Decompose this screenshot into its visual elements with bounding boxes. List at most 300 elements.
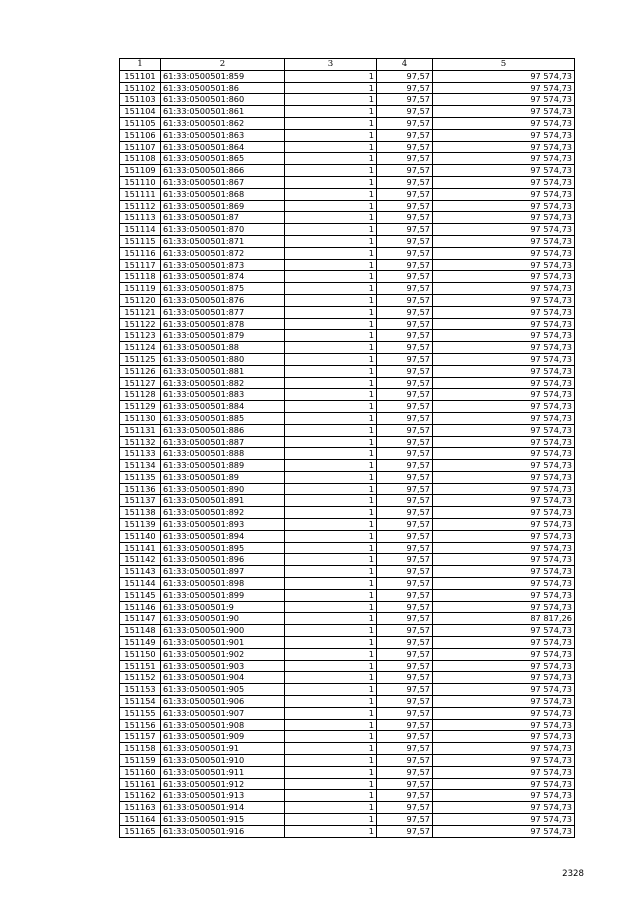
- count-cell: 1: [285, 660, 377, 672]
- table-row: [120, 578, 575, 590]
- cadastral-number-cell: 61:33:0500501:882: [161, 377, 285, 389]
- rate-cell: 97,57: [377, 106, 433, 118]
- cadastral-number-cell: 61:33:0500501:877: [161, 306, 285, 318]
- table-row: [120, 542, 575, 554]
- rate-cell: 97,57: [377, 176, 433, 188]
- row-number-cell: 151105: [120, 117, 161, 129]
- rate-cell: 97,57: [377, 637, 433, 649]
- cadastral-number-cell: 61:33:0500501:878: [161, 318, 285, 330]
- row-number-cell: 151135: [120, 471, 161, 483]
- rate-cell: 97,57: [377, 141, 433, 153]
- rate-cell: 97,57: [377, 283, 433, 295]
- cadastral-number-cell: 61:33:0500501:9: [161, 601, 285, 613]
- rate-cell: 97,57: [377, 613, 433, 625]
- cadastral-number-cell: 61:33:0500501:889: [161, 460, 285, 472]
- row-number-cell: 151136: [120, 483, 161, 495]
- value-cell: 97 574,73: [433, 766, 575, 778]
- value-cell: 97 574,73: [433, 153, 575, 165]
- table-row: [120, 365, 575, 377]
- table-row: [120, 530, 575, 542]
- value-cell: 97 574,73: [433, 554, 575, 566]
- table-row: [120, 70, 575, 82]
- rate-cell: 97,57: [377, 755, 433, 767]
- cadastral-number-cell: 61:33:0500501:886: [161, 424, 285, 436]
- row-number-cell: 151142: [120, 554, 161, 566]
- row-number-cell: 151125: [120, 353, 161, 365]
- table-row: [120, 755, 575, 767]
- row-number-cell: 151157: [120, 731, 161, 743]
- value-cell: 97 574,73: [433, 271, 575, 283]
- row-number-cell: 151146: [120, 601, 161, 613]
- value-cell: 97 574,73: [433, 247, 575, 259]
- column-header-1: 1: [120, 59, 161, 71]
- table-row: [120, 165, 575, 177]
- value-cell: 97 574,73: [433, 235, 575, 247]
- table-row: [120, 224, 575, 236]
- value-cell: 97 574,73: [433, 672, 575, 684]
- rate-cell: 97,57: [377, 684, 433, 696]
- table-row: [120, 566, 575, 578]
- cadastral-number-cell: 61:33:0500501:881: [161, 365, 285, 377]
- cadastral-number-cell: 61:33:0500501:915: [161, 814, 285, 826]
- value-cell: 97 574,73: [433, 141, 575, 153]
- value-cell: 97 574,73: [433, 283, 575, 295]
- cadastral-number-cell: 61:33:0500501:904: [161, 672, 285, 684]
- table-row: [120, 377, 575, 389]
- count-cell: 1: [285, 755, 377, 767]
- rate-cell: 97,57: [377, 294, 433, 306]
- count-cell: 1: [285, 82, 377, 94]
- table-row: [120, 825, 575, 837]
- cadastral-number-cell: 61:33:0500501:916: [161, 825, 285, 837]
- value-cell: 97 574,73: [433, 814, 575, 826]
- value-cell: 97 574,73: [433, 825, 575, 837]
- cadastral-number-cell: 61:33:0500501:862: [161, 117, 285, 129]
- rate-cell: 97,57: [377, 814, 433, 826]
- cadastral-number-cell: 61:33:0500501:906: [161, 696, 285, 708]
- cadastral-number-cell: 61:33:0500501:887: [161, 436, 285, 448]
- count-cell: 1: [285, 825, 377, 837]
- rate-cell: 97,57: [377, 224, 433, 236]
- rate-cell: 97,57: [377, 696, 433, 708]
- value-cell: 97 574,73: [433, 719, 575, 731]
- rate-cell: 97,57: [377, 342, 433, 354]
- cadastral-number-cell: 61:33:0500501:872: [161, 247, 285, 259]
- row-number-cell: 151132: [120, 436, 161, 448]
- rate-cell: 97,57: [377, 235, 433, 247]
- table-row: [120, 247, 575, 259]
- count-cell: 1: [285, 672, 377, 684]
- count-cell: 1: [285, 259, 377, 271]
- value-cell: 97 574,73: [433, 306, 575, 318]
- rate-cell: 97,57: [377, 330, 433, 342]
- value-cell: 97 574,73: [433, 224, 575, 236]
- rate-cell: 97,57: [377, 648, 433, 660]
- cadastral-number-cell: 61:33:0500501:869: [161, 200, 285, 212]
- table-row: [120, 412, 575, 424]
- rate-cell: 97,57: [377, 589, 433, 601]
- page-number: 2328: [562, 869, 584, 879]
- value-cell: 97 574,73: [433, 448, 575, 460]
- table-row: [120, 448, 575, 460]
- rate-cell: 97,57: [377, 601, 433, 613]
- cadastral-number-cell: 61:33:0500501:879: [161, 330, 285, 342]
- rate-cell: 97,57: [377, 495, 433, 507]
- count-cell: 1: [285, 448, 377, 460]
- value-cell: 97 574,73: [433, 566, 575, 578]
- table-row: [120, 259, 575, 271]
- row-number-cell: 151101: [120, 70, 161, 82]
- value-cell: 97 574,73: [433, 755, 575, 767]
- column-header-4: 4: [377, 59, 433, 71]
- row-number-cell: 151162: [120, 790, 161, 802]
- count-cell: 1: [285, 436, 377, 448]
- value-cell: 97 574,73: [433, 578, 575, 590]
- rate-cell: 97,57: [377, 247, 433, 259]
- value-cell: 97 574,73: [433, 601, 575, 613]
- cadastral-number-cell: 61:33:0500501:901: [161, 637, 285, 649]
- rate-cell: 97,57: [377, 82, 433, 94]
- count-cell: 1: [285, 743, 377, 755]
- value-cell: 87 817,26: [433, 613, 575, 625]
- table-row: [120, 601, 575, 613]
- rate-cell: 97,57: [377, 412, 433, 424]
- row-number-cell: 151139: [120, 519, 161, 531]
- table-row: [120, 731, 575, 743]
- rate-cell: 97,57: [377, 271, 433, 283]
- value-cell: 97 574,73: [433, 318, 575, 330]
- row-number-cell: 151120: [120, 294, 161, 306]
- value-cell: 97 574,73: [433, 94, 575, 106]
- cadastral-number-cell: 61:33:0500501:870: [161, 224, 285, 236]
- value-cell: 97 574,73: [433, 790, 575, 802]
- value-cell: 97 574,73: [433, 342, 575, 354]
- data-table: [119, 58, 575, 838]
- cadastral-number-cell: 61:33:0500501:903: [161, 660, 285, 672]
- value-cell: 97 574,73: [433, 589, 575, 601]
- row-number-cell: 151155: [120, 707, 161, 719]
- table-row: [120, 424, 575, 436]
- row-number-cell: 151126: [120, 365, 161, 377]
- rate-cell: 97,57: [377, 70, 433, 82]
- rate-cell: 97,57: [377, 790, 433, 802]
- row-number-cell: 151165: [120, 825, 161, 837]
- rate-cell: 97,57: [377, 519, 433, 531]
- cadastral-number-cell: 61:33:0500501:910: [161, 755, 285, 767]
- column-header-2: 2: [161, 59, 285, 71]
- count-cell: 1: [285, 224, 377, 236]
- rate-cell: 97,57: [377, 566, 433, 578]
- cadastral-number-cell: 61:33:0500501:908: [161, 719, 285, 731]
- count-cell: 1: [285, 353, 377, 365]
- table-row: [120, 318, 575, 330]
- cadastral-number-cell: 61:33:0500501:907: [161, 707, 285, 719]
- rate-cell: 97,57: [377, 94, 433, 106]
- count-cell: 1: [285, 94, 377, 106]
- table-row: [120, 436, 575, 448]
- value-cell: 97 574,73: [433, 70, 575, 82]
- value-cell: 97 574,73: [433, 129, 575, 141]
- table-row: [120, 153, 575, 165]
- row-number-cell: 151115: [120, 235, 161, 247]
- row-number-cell: 151137: [120, 495, 161, 507]
- cadastral-number-cell: 61:33:0500501:896: [161, 554, 285, 566]
- row-number-cell: 151141: [120, 542, 161, 554]
- value-cell: 97 574,73: [433, 778, 575, 790]
- rate-cell: 97,57: [377, 825, 433, 837]
- row-number-cell: 151106: [120, 129, 161, 141]
- value-cell: 97 574,73: [433, 377, 575, 389]
- rate-cell: 97,57: [377, 483, 433, 495]
- cadastral-number-cell: 61:33:0500501:865: [161, 153, 285, 165]
- cadastral-number-cell: 61:33:0500501:897: [161, 566, 285, 578]
- value-cell: 97 574,73: [433, 106, 575, 118]
- table-row: [120, 719, 575, 731]
- row-number-cell: 151159: [120, 755, 161, 767]
- row-number-cell: 151145: [120, 589, 161, 601]
- table-row: [120, 176, 575, 188]
- value-cell: 97 574,73: [433, 353, 575, 365]
- cadastral-number-cell: 61:33:0500501:913: [161, 790, 285, 802]
- value-cell: 97 574,73: [433, 648, 575, 660]
- table-row: [120, 637, 575, 649]
- count-cell: 1: [285, 141, 377, 153]
- table-body: [120, 70, 575, 837]
- row-number-cell: 151143: [120, 566, 161, 578]
- row-number-cell: 151144: [120, 578, 161, 590]
- cadastral-number-cell: 61:33:0500501:91: [161, 743, 285, 755]
- value-cell: 97 574,73: [433, 424, 575, 436]
- rate-cell: 97,57: [377, 365, 433, 377]
- rate-cell: 97,57: [377, 460, 433, 472]
- cadastral-number-cell: 61:33:0500501:914: [161, 802, 285, 814]
- count-cell: 1: [285, 153, 377, 165]
- count-cell: 1: [285, 306, 377, 318]
- count-cell: 1: [285, 483, 377, 495]
- count-cell: 1: [285, 200, 377, 212]
- table-row: [120, 519, 575, 531]
- count-cell: 1: [285, 471, 377, 483]
- count-cell: 1: [285, 554, 377, 566]
- value-cell: 97 574,73: [433, 483, 575, 495]
- count-cell: 1: [285, 247, 377, 259]
- rate-cell: 97,57: [377, 353, 433, 365]
- table-row: [120, 660, 575, 672]
- cadastral-number-cell: 61:33:0500501:876: [161, 294, 285, 306]
- count-cell: 1: [285, 637, 377, 649]
- table-row: [120, 802, 575, 814]
- table-row: [120, 129, 575, 141]
- cadastral-number-cell: 61:33:0500501:873: [161, 259, 285, 271]
- row-number-cell: 151122: [120, 318, 161, 330]
- table-row: [120, 212, 575, 224]
- count-cell: 1: [285, 424, 377, 436]
- value-cell: 97 574,73: [433, 188, 575, 200]
- rate-cell: 97,57: [377, 377, 433, 389]
- value-cell: 97 574,73: [433, 684, 575, 696]
- cadastral-number-cell: 61:33:0500501:894: [161, 530, 285, 542]
- cadastral-number-cell: 61:33:0500501:911: [161, 766, 285, 778]
- count-cell: 1: [285, 283, 377, 295]
- rate-cell: 97,57: [377, 401, 433, 413]
- rate-cell: 97,57: [377, 436, 433, 448]
- value-cell: 97 574,73: [433, 165, 575, 177]
- row-number-cell: 151160: [120, 766, 161, 778]
- table-row: [120, 283, 575, 295]
- cadastral-number-cell: 61:33:0500501:89: [161, 471, 285, 483]
- count-cell: 1: [285, 790, 377, 802]
- value-cell: 97 574,73: [433, 365, 575, 377]
- rate-cell: 97,57: [377, 719, 433, 731]
- row-number-cell: 151112: [120, 200, 161, 212]
- value-cell: 97 574,73: [433, 625, 575, 637]
- count-cell: 1: [285, 802, 377, 814]
- count-cell: 1: [285, 696, 377, 708]
- value-cell: 97 574,73: [433, 259, 575, 271]
- cadastral-number-cell: 61:33:0500501:860: [161, 94, 285, 106]
- row-number-cell: 151113: [120, 212, 161, 224]
- row-number-cell: 151153: [120, 684, 161, 696]
- table-row: [120, 306, 575, 318]
- count-cell: 1: [285, 507, 377, 519]
- rate-cell: 97,57: [377, 542, 433, 554]
- rate-cell: 97,57: [377, 153, 433, 165]
- row-number-cell: 151111: [120, 188, 161, 200]
- table-row: [120, 94, 575, 106]
- row-number-cell: 151119: [120, 283, 161, 295]
- table-row: [120, 271, 575, 283]
- cadastral-number-cell: 61:33:0500501:892: [161, 507, 285, 519]
- table-row: [120, 235, 575, 247]
- table-row: [120, 684, 575, 696]
- count-cell: 1: [285, 342, 377, 354]
- table-row: [120, 460, 575, 472]
- table-row: [120, 82, 575, 94]
- table-row: [120, 696, 575, 708]
- cadastral-number-cell: 61:33:0500501:900: [161, 625, 285, 637]
- table-row: [120, 401, 575, 413]
- table-row: [120, 353, 575, 365]
- rate-cell: 97,57: [377, 578, 433, 590]
- value-cell: 97 574,73: [433, 707, 575, 719]
- cadastral-number-cell: 61:33:0500501:859: [161, 70, 285, 82]
- count-cell: 1: [285, 377, 377, 389]
- count-cell: 1: [285, 188, 377, 200]
- cadastral-number-cell: 61:33:0500501:890: [161, 483, 285, 495]
- row-number-cell: 151131: [120, 424, 161, 436]
- cadastral-number-cell: 61:33:0500501:866: [161, 165, 285, 177]
- rate-cell: 97,57: [377, 707, 433, 719]
- cadastral-number-cell: 61:33:0500501:888: [161, 448, 285, 460]
- row-number-cell: 151134: [120, 460, 161, 472]
- value-cell: 97 574,73: [433, 637, 575, 649]
- cadastral-number-cell: 61:33:0500501:868: [161, 188, 285, 200]
- cadastral-number-cell: 61:33:0500501:874: [161, 271, 285, 283]
- value-cell: 97 574,73: [433, 495, 575, 507]
- count-cell: 1: [285, 707, 377, 719]
- value-cell: 97 574,73: [433, 389, 575, 401]
- row-number-cell: 151152: [120, 672, 161, 684]
- row-number-cell: 151138: [120, 507, 161, 519]
- cadastral-number-cell: 61:33:0500501:884: [161, 401, 285, 413]
- count-cell: 1: [285, 365, 377, 377]
- value-cell: 97 574,73: [433, 542, 575, 554]
- count-cell: 1: [285, 613, 377, 625]
- cadastral-number-cell: 61:33:0500501:87: [161, 212, 285, 224]
- value-cell: 97 574,73: [433, 82, 575, 94]
- rate-cell: 97,57: [377, 672, 433, 684]
- column-header-3: 3: [285, 59, 377, 71]
- count-cell: 1: [285, 106, 377, 118]
- cadastral-number-cell: 61:33:0500501:883: [161, 389, 285, 401]
- value-cell: 97 574,73: [433, 731, 575, 743]
- row-number-cell: 151124: [120, 342, 161, 354]
- table-row: [120, 389, 575, 401]
- row-number-cell: 151127: [120, 377, 161, 389]
- count-cell: 1: [285, 778, 377, 790]
- count-cell: 1: [285, 495, 377, 507]
- count-cell: 1: [285, 648, 377, 660]
- rate-cell: 97,57: [377, 129, 433, 141]
- row-number-cell: 151130: [120, 412, 161, 424]
- value-cell: 97 574,73: [433, 519, 575, 531]
- row-number-cell: 151109: [120, 165, 161, 177]
- rate-cell: 97,57: [377, 318, 433, 330]
- count-cell: 1: [285, 412, 377, 424]
- row-number-cell: 151154: [120, 696, 161, 708]
- rate-cell: 97,57: [377, 507, 433, 519]
- value-cell: 97 574,73: [433, 471, 575, 483]
- rate-cell: 97,57: [377, 200, 433, 212]
- table-row: [120, 106, 575, 118]
- cadastral-number-cell: 61:33:0500501:902: [161, 648, 285, 660]
- cadastral-number-cell: 61:33:0500501:88: [161, 342, 285, 354]
- cadastral-number-cell: 61:33:0500501:891: [161, 495, 285, 507]
- table-row: [120, 471, 575, 483]
- cadastral-number-cell: 61:33:0500501:867: [161, 176, 285, 188]
- count-cell: 1: [285, 294, 377, 306]
- cadastral-number-cell: 61:33:0500501:893: [161, 519, 285, 531]
- count-cell: 1: [285, 519, 377, 531]
- value-cell: 97 574,73: [433, 294, 575, 306]
- cadastral-number-cell: 61:33:0500501:880: [161, 353, 285, 365]
- rate-cell: 97,57: [377, 259, 433, 271]
- row-number-cell: 151116: [120, 247, 161, 259]
- count-cell: 1: [285, 165, 377, 177]
- table-row: [120, 141, 575, 153]
- table-row: [120, 200, 575, 212]
- row-number-cell: 151110: [120, 176, 161, 188]
- count-cell: 1: [285, 542, 377, 554]
- rate-cell: 97,57: [377, 389, 433, 401]
- rate-cell: 97,57: [377, 530, 433, 542]
- row-number-cell: 151140: [120, 530, 161, 542]
- value-cell: 97 574,73: [433, 117, 575, 129]
- row-number-cell: 151149: [120, 637, 161, 649]
- count-cell: 1: [285, 129, 377, 141]
- count-cell: 1: [285, 176, 377, 188]
- table-row: [120, 117, 575, 129]
- table-header: [120, 59, 575, 71]
- row-number-cell: 151107: [120, 141, 161, 153]
- count-cell: 1: [285, 460, 377, 472]
- cadastral-number-cell: 61:33:0500501:861: [161, 106, 285, 118]
- table-row: [120, 330, 575, 342]
- table-row: [120, 743, 575, 755]
- value-cell: 97 574,73: [433, 200, 575, 212]
- rate-cell: 97,57: [377, 448, 433, 460]
- count-cell: 1: [285, 530, 377, 542]
